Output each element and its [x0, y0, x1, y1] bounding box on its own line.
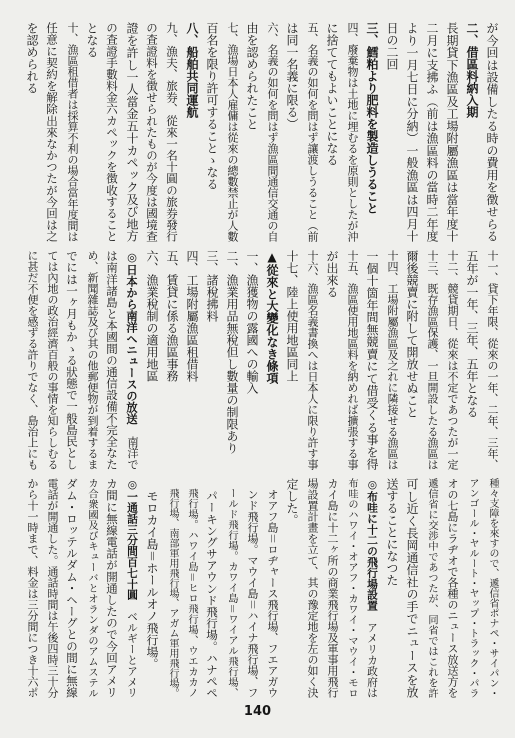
heading-column: ▲從來と大變化なき條項	[265, 250, 279, 384]
text-column: 二月に支拂ふ（前は漁區料の當時二年度	[425, 22, 439, 242]
text-column: 十四、工場附屬漁區及之れに隣接せる漁區は	[386, 250, 399, 470]
text-column: より一月七日に分納）一般漁區は四月十	[405, 22, 419, 242]
list-item: 三、諸稅拂料	[205, 250, 219, 322]
text-column: 長期貸下漁區及工場附屬漁區は當年度十	[445, 22, 459, 242]
list-item: 一、漁獲物の露國への輸入	[245, 250, 259, 394]
text-column: 五年が一年、三年、五年となる	[465, 250, 479, 418]
text-column: 一個十箇年間無競賣にて借受くる事を得	[365, 250, 379, 470]
text-column	[362, 478, 382, 698]
list-item: パーキングサアウンド飛行場。ハナペペ	[205, 489, 219, 698]
text-column: ては內地の政治經濟百般の事情を知らしむる	[46, 250, 59, 470]
body-text: ベルギーとアメリ	[126, 600, 139, 699]
text-column: 可し近く長岡通信社の手でニュースを放	[405, 478, 419, 698]
text-column: 五、名義の如何を問はず讓渡しうること（前	[306, 22, 319, 242]
text-column: 證を許し一人當金五十カペック及び地方	[125, 22, 139, 242]
list-item: 六、漁業稅制の適用地區	[145, 250, 159, 382]
text-column: 爾後競賣に附して開放せぬこと	[405, 250, 419, 418]
article-headline: ◎日本から南洋へニュースの放送	[125, 250, 139, 425]
text-column: 七、漁場日本人雇傭は從來の總數禁止が人數	[226, 22, 239, 242]
text-column: 布哇のハワイ・オアフ・カワイ・マウイ・モロ	[346, 478, 358, 698]
text-tier-top	[20, 22, 502, 242]
text-column: は南洋諸島と本國間の通信設備不完全なた	[105, 250, 119, 470]
text-column: 任意に契約を解除出來なかつたが今回は之	[45, 22, 59, 242]
heading-column: 二、借區料納入期	[465, 22, 479, 118]
text-column: が今回は設備したる時の費用を徴せらる	[485, 22, 499, 242]
text-column: 種々支障を來すので、遞信省ポナペ・サイパン・	[487, 478, 498, 698]
list-item: モロカイ島＝ホールオノ飛行場。	[145, 490, 159, 671]
text-column: 電話が開通した。通話時間は午後四時三十分	[46, 478, 59, 698]
text-column: の査證手數料金六カペックを徴收すること	[105, 22, 119, 242]
text-column: カ合衆國及びキューバとオランダのアムステル	[86, 478, 98, 698]
text-column: アンゴール・ヤルート・ヤップ・トラック・パラ	[467, 478, 478, 698]
text-column: が出來る	[325, 250, 339, 298]
list-item: ールド飛行場。カワイ島＝ワイアル飛行場、	[226, 488, 238, 698]
text-tier-bottom	[20, 478, 502, 698]
text-column: 百名を限り許可することゝなる	[205, 22, 219, 190]
text-column: 四、廢棄物は土地に埋むるを原則としたが沖	[346, 22, 359, 242]
text-column: 定した。	[285, 478, 299, 526]
text-column: 日の二回	[385, 22, 399, 70]
text-tier-middle	[20, 250, 502, 470]
text-column: 場設置計畫を立て、其の豫定地を左の如く決	[306, 478, 319, 698]
text-column: 由を認められたこと	[245, 22, 259, 130]
list-item: オアフ島＝ロヂャース飛行場、フエアガウ	[266, 489, 279, 698]
text-column: でには一ヶ月もかゝる狀態で一般島民とし	[65, 250, 79, 470]
text-column: カイ島に十二ヶ所の商業飛行場及軍事用飛行	[326, 478, 339, 698]
text-column: 遞信省に交渉中であつたが、同省ではこれを許	[426, 478, 438, 698]
list-item: 飛行場。ハワイ島＝ヒロ飛行場、ウエカカノ	[186, 488, 198, 698]
text-column: を認められる	[25, 22, 39, 94]
text-column	[122, 250, 142, 470]
text-column: となる	[85, 22, 99, 58]
list-item: 五、賃貸に係る漁區事務	[165, 250, 179, 382]
text-column: 十七、陸上使用地區同上	[285, 250, 299, 382]
text-column: に甚だ不便を感ずる許りでなく、島治上にも	[26, 250, 39, 470]
text-column: 送することになつた	[385, 478, 399, 586]
heading-column: 三、鱈粕より肥料を製造しうること	[365, 22, 379, 214]
body-text: アメリカ政府は	[366, 611, 379, 699]
text-column: は同一名義に限る）	[285, 22, 299, 130]
text-column	[122, 478, 142, 698]
article-headline: ◎一通話三分間百七十圓	[126, 478, 139, 601]
heading-column: 八、船舶共同運航	[185, 22, 199, 118]
text-column: 十一、貸下年限、從來の一年、二年、三年、	[486, 250, 499, 470]
text-column: カ間に無線電話が開通したので今回アメリ	[105, 478, 119, 698]
text-column: 十、漁區租借者は採算不利の場合當年度間は	[66, 22, 79, 242]
text-column: 十三、既存漁區保護、一旦開設したる漁區は	[426, 250, 439, 470]
text-column: 九、漁夫、旅券、從來一名十圓の旅券發行	[165, 22, 179, 242]
list-item: 飛行場、南部軍用飛行場、アガム軍用飛行場。	[167, 488, 178, 698]
text-column: 十五、漁區使用地區料を納めれば擴張する事	[346, 250, 359, 470]
body-text: 南洋で	[126, 424, 139, 471]
list-item: ンド飛行場。マウイ島＝ハイナ飛行場、フ	[246, 489, 259, 698]
list-item: 四、工場附屬漁區租借料	[185, 250, 199, 382]
text-column: から十一時まで、料金は三分間につき十六ポ	[26, 478, 39, 698]
list-item: 二、漁業用品無稅但し數量の制限あり	[225, 250, 239, 454]
text-column: オの七島にラヂオで各種のニュース放送方を	[446, 478, 459, 698]
text-column: 十六、漁區名義書換へは日本人に限り許す事	[306, 250, 319, 470]
text-column: 十二、競貸期日、從來は不定であつたが一定	[446, 250, 459, 470]
text-column: ダム・ロッテルダム・ヘーグとの間に無線	[65, 478, 79, 698]
text-column: に捨ててもよいことになる	[325, 22, 339, 166]
article-headline: ◎布哇に十二の飛行場設置	[366, 478, 379, 611]
text-column: め、新聞雜誌及び其の他郵便物が到着するま	[86, 250, 99, 470]
text-column: 六、名義の如何を問はず漁區間通信交通の自	[266, 22, 279, 242]
text-column: の査證料を徴せられたものが今度は國境查	[145, 22, 159, 242]
page-number: 140	[243, 704, 272, 719]
